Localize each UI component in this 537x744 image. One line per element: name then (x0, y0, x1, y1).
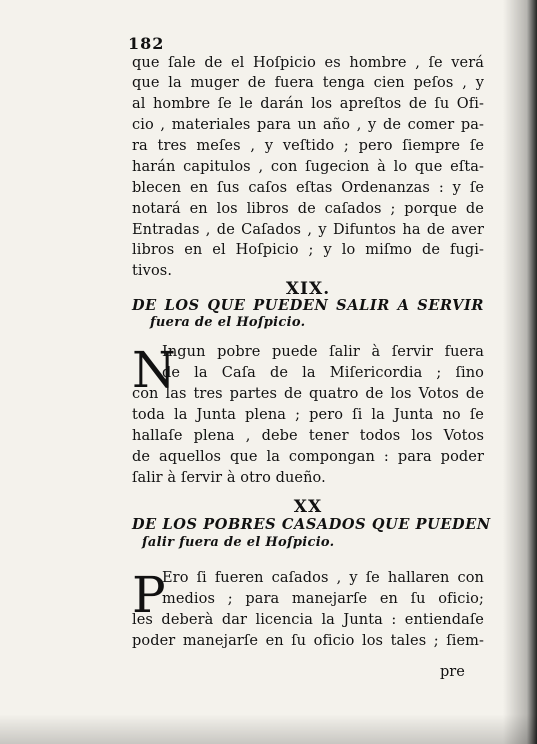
text-line: tivos. (132, 263, 173, 279)
page-number: 182 (128, 34, 165, 53)
text-line: harán capitulos , con ſugecion à lo que eſta- (132, 159, 484, 175)
section-number: XX (293, 497, 323, 517)
section-subtitle: ſalir fuera de el Hoſpicio. (142, 535, 335, 550)
text-line: blecen en ſus caſos eſtas Ordenanzas : y ſe (132, 180, 484, 196)
drop-cap: P (132, 566, 166, 624)
text-line: cio , materiales para un año , y de comer pa- (132, 117, 484, 133)
text-line: que la muger de fuera tenga cien peſos , y (132, 75, 484, 91)
text-line: ra tres meſes , y veſtido ; pero ſiempre ſe (132, 138, 484, 154)
text-line: Ingun pobre puede ſalir à ſervir fuera (162, 344, 484, 360)
section-title: DE LOS QUE PUEDEN SALIR A SERVIR (132, 297, 484, 314)
section-subtitle: fuera de el Hoſpicio. (150, 315, 306, 330)
text-line: de la Caſa de la Miſericordia ; ſino (162, 365, 484, 381)
text-line: ſalir à ſervir à otro dueño. (132, 470, 326, 486)
text-line: de aquellos que la compongan : para poder (132, 449, 484, 465)
text-line: al hombre ſe le darán los apreſtos de ſu Ofi- (132, 96, 484, 112)
section-number: XIX. (285, 279, 331, 299)
text-line: Ero ſi fueren caſados , y ſe hallaren con (162, 570, 484, 586)
text-line: toda la Junta plena ; pero ſi la Junta no ſe (132, 407, 484, 423)
text-line: notará en los libros de caſados ; porque de (132, 201, 484, 217)
text-line: les deberà dar licencia la Junta : entiendaſe (132, 612, 484, 628)
text-line: Entradas , de Caſados , y Difuntos ha de aver (132, 222, 484, 238)
text-line: hallaſe plena , debe tener todos los Votos (132, 428, 484, 444)
text-line: que ſale de el Hoſpicio es hombre , ſe verá (132, 55, 484, 71)
text-line: poder manejarſe en ſu oficio los tales ; ſiem- (132, 633, 484, 649)
text-line: con las tres partes de quatro de los Votos de (132, 386, 484, 402)
section-title: DE LOS POBRES CASADOS QUE PUEDEN (132, 516, 491, 533)
catchword: pre (440, 664, 465, 680)
text-line: medios ; para manejarſe en ſu oficio; (162, 591, 484, 607)
drop-cap: N (132, 341, 176, 399)
text-line: libros en el Hoſpicio ; y lo miſmo de fugi- (132, 242, 484, 258)
